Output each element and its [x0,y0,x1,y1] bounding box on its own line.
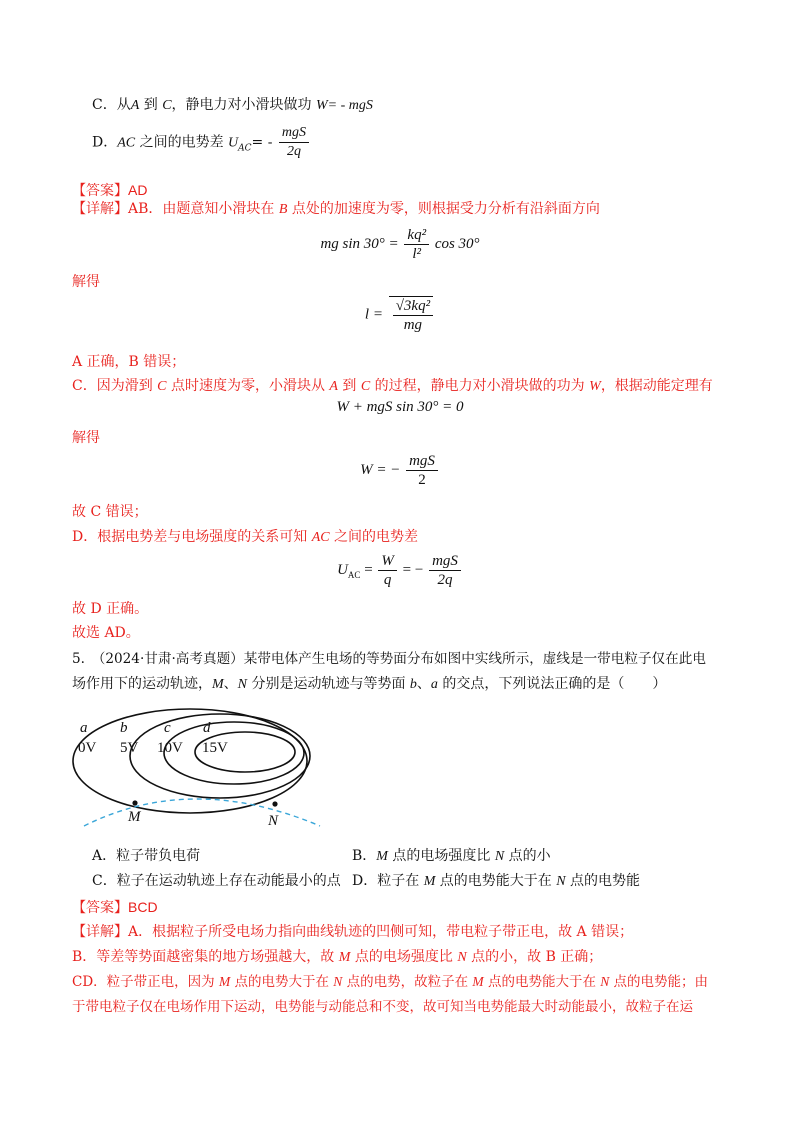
text: 点的电场强度比 [387,848,495,864]
fraction [406,452,438,489]
equals-sign: = − [402,561,424,578]
denominator: 2q [437,572,453,588]
var-n: N [457,950,467,965]
subscript: AC [347,569,361,580]
numerator: W [378,552,397,571]
equals-sign: = [364,561,373,578]
surface-c [164,722,304,784]
label-10v: 10V [157,740,183,756]
var-n: N [237,677,248,692]
detail2-line-2 [72,947,602,968]
var-m: M [212,677,224,692]
text: 点的电势能大于在 [483,974,601,990]
line-d-correct: 故 D 正确。 [72,601,149,617]
var-ac: AC [117,135,136,151]
detail2-line-3 [72,972,708,992]
text: 点的小 [504,848,551,864]
var-n: N [333,974,343,989]
line-d1 [72,527,418,548]
denominator: q [383,572,392,588]
eq-lhs: l = [364,306,383,323]
text: C．因为滑到 [72,378,158,394]
text: 到 [337,378,361,394]
var-ac: AC [311,530,330,545]
var-n: N [600,974,610,989]
text: 点的电势能；由 [609,974,709,990]
option-5-d [352,871,640,892]
text: 点时速度为零，小滑块从 [166,378,330,394]
text: 的过程，静电力对小滑块做的功为 [370,378,590,394]
text: 点的电势能 [565,873,641,889]
denominator: 2q [286,144,301,159]
numerator: mgS [406,452,438,471]
denominator: mg [403,317,423,333]
text: B．等差等势面越密集的地方场强越大，故 [72,949,339,965]
option-label: D． [92,134,118,151]
answer-line-2 [72,897,158,918]
var-m: M [338,950,351,965]
label-n: N [268,813,279,829]
point-n [272,801,277,806]
detail2-line-1: 【详解】A．根据粒子所受电场力指向曲线轨迹的凹侧可知，带电粒子带正电，故 A 错误； [72,924,634,940]
label-a: a [80,720,88,736]
text: 场作用下的运动轨迹， [72,676,212,692]
detail-line-1 [72,199,600,220]
text: 到 [139,97,163,113]
label-m: M [128,809,141,825]
text: D．根据电势差与电场强度的关系可知 [72,529,312,545]
option-5-a: A．粒子带负电荷 [92,848,201,864]
fraction [279,124,309,161]
text: B． [352,848,377,864]
var-b: b [409,677,417,692]
text: ，静电力对小滑块做功 [171,97,316,113]
surface-a [73,709,307,813]
text: 之间的电势差 [329,529,419,545]
label-15v: 15V [202,740,228,756]
work-expression: W= - mgS [315,98,373,113]
text: 点的电势能大于在 [435,873,557,889]
answer-prefix: 【答案】 [72,183,128,199]
text: D．粒子在 [352,873,424,889]
equation-5 [0,552,800,589]
equation-1 [0,226,800,263]
line-choose: 故选 AD。 [72,625,140,641]
numerator: mgS [429,552,461,571]
var-c: C [157,379,167,394]
var-w: W [589,379,601,394]
text: CD．粒子带正电，因为 [72,974,219,990]
var-b: B [278,202,288,217]
text: 点的电场强度比 [350,949,458,965]
jiede-1: 解得 [72,274,100,290]
sqrt-fraction [389,296,433,334]
denominator: 2 [418,472,426,488]
answer-value: AD [128,182,148,198]
var-c: C [360,379,371,394]
text: 点处的加速度为零，则根据受力分析有沿斜面方向 [287,201,600,217]
question-5-line-1: 5. （2024·甘肃·高考真题）某带电体产生电场的等势面分布如图中实线所示，虚线是一带电粒子仅在此电 [72,651,706,667]
text: 分别是运动轨迹与等势面 [247,676,410,692]
text: 、 [416,676,431,692]
question-5-line-2 [72,674,666,695]
fraction [429,552,461,589]
line-c1 [72,376,713,397]
fraction [404,226,429,263]
answer-line-1 [72,180,147,201]
equipotential-figure [72,708,332,832]
equation-4 [0,452,800,489]
numerator: mgS [279,124,309,143]
var-m: M [376,849,388,864]
option-5-b [352,846,551,867]
label-5v: 5V [120,740,139,756]
var-u: U [337,561,348,578]
label-c: c [164,720,171,736]
label-b: b [120,720,128,736]
answer-prefix: 【答案】 [72,900,128,916]
var-a: A [329,379,338,394]
text: 的交点，下列说法正确的是（ ） [437,676,667,692]
eq-lhs: mg sin 30° = [320,235,399,252]
var-c: C [162,98,172,113]
text: 点的电势，故粒子在 [342,974,473,990]
subscript: AC [238,143,252,154]
label-0v: 0V [78,740,97,756]
eq-rhs: cos 30° [434,235,480,252]
equation-2 [0,296,800,334]
surface-b [130,714,310,798]
text: 、 [223,676,238,692]
denominator: l² [412,246,422,262]
var-m: M [472,974,484,989]
text: AB．由题意知小滑块在 [128,201,279,217]
detail-prefix: 【详解】 [72,201,128,217]
jiede-2: 解得 [72,430,100,446]
var-n: N [494,849,505,864]
line-c-wrong: 故 C 错误； [72,504,148,520]
fraction [378,552,397,589]
text: 点的电势大于在 [230,974,334,990]
option-d-top [92,124,311,166]
var-m: M [218,974,231,989]
eq-lhs: W = − [360,461,401,478]
text: 点的小，故 B 正确； [466,949,603,965]
equals-sign: = - [251,134,273,151]
detail2-line-4: 于带电粒子仅在电场作用下运动，电势能与动能总和不变，故可知当电势能最大时动能最小，故粒子在运 [72,999,693,1015]
var-a: A [130,98,140,113]
label-d: d [203,720,211,736]
numerator: kq² [404,226,429,245]
option-5-c: C．粒子在运动轨迹上存在动能最小的点 [92,873,341,889]
var-u: U [228,135,239,151]
option-label: C．从 [92,97,131,113]
equation-3: W + mgS sin 30° = 0 [336,399,464,415]
line-a-correct: A 正确，B 错误； [72,354,186,370]
var-m: M [423,874,436,889]
answer-value: BCD [128,899,158,915]
point-m [132,800,137,805]
var-a: a [430,677,438,692]
text: ，根据动能定理有 [600,378,713,394]
var-n: N [556,874,566,889]
numerator: √3kq² [393,297,433,316]
text: 之间的电势差 [135,134,229,151]
option-c-top [92,95,373,116]
